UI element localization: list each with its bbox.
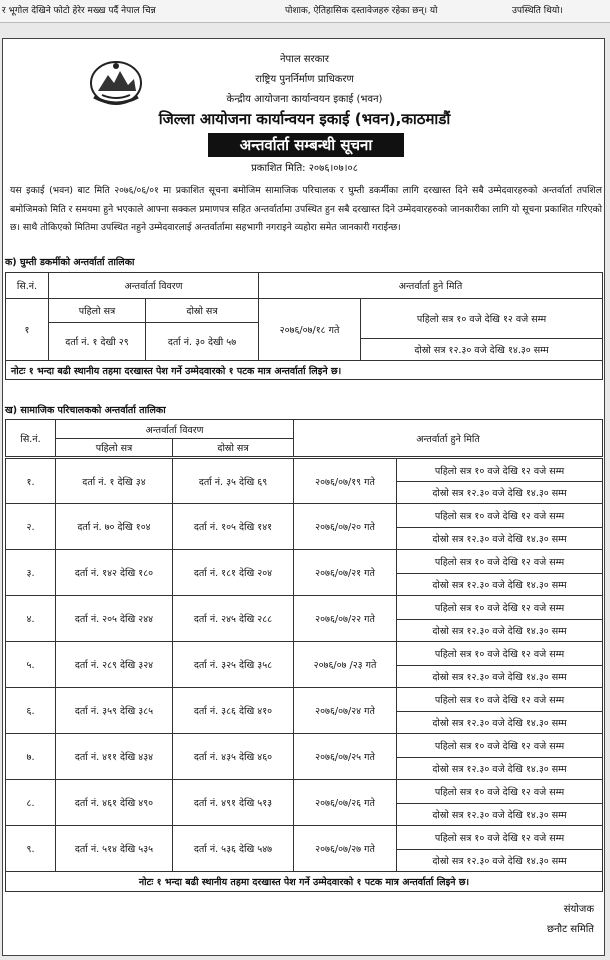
table-cell-sn: ८. [6,780,56,826]
table-row [6,688,603,712]
table-cell-second-range: दर्ता नं. ३८६ देखि ४१० [173,688,294,734]
published-date: प्रकाशित मिति: २०७६।०७।०८ [251,163,358,174]
table-cell-first-range: दर्ता नं. १ देखि ३४ [56,458,173,504]
table-row [6,780,603,804]
col-header-sn: सि.नं. [6,273,49,299]
table-cell-sn: २. [6,504,56,550]
table-cell-date: २०७६/०७/२७ गते [294,826,397,872]
table-cell-time-second: दोस्रो सत्र १२.३० वजे देखि १४.३० सम्म [397,482,603,504]
table-cell-time-first: पहिलो सत्र १० वजे देखि १२ वजे सम्म [397,826,603,850]
social-mobiliser-interview-table [5,419,603,892]
table-cell-time-first: पहिलो सत्र १० वजे देखि १२ वजे सम्म [397,458,603,482]
table-cell-time-second: दोस्रो सत्र १२.३० वजे देखि १४.३० सम्म [397,666,603,688]
strip-text-right: उपस्थिति थियो। [512,6,563,16]
section-b-note: नोटः १ भन्दा बढी स्थानीय तहमा दरखास्त पेश गर्ने उम्मेदवारको १ पटक मात्र अन्तर्वार्ता लिइने छ। [6,872,603,892]
table-cell-second-range: दर्ता नं. ३० देखी ५७ [146,323,259,361]
notice-title: अन्तर्वार्ता सम्बन्धी सूचना [208,133,404,157]
strip-text-left: र भूगोल देखिने फोटो हेरेर मख्ख पर्दै नेपाल चिन्न [2,6,156,16]
table-cell-second-range: दर्ता नं. ५३६ देखि ५४७ [173,826,294,872]
table-cell-sn: ७. [6,734,56,780]
table-cell-time-second: दोस्रो सत्र १२.३० वजे देखि १४.३० सम्म [397,712,603,734]
table-cell-first-range: दर्ता नं. १४२ देखि १८० [56,550,173,596]
notice-body-text: यस इकाई (भवन) बाट मिति २०७६/०६/०१ मा प्रकाशित सूचना बमोजिम सामाजिक परिचालक र घुम्ती डकर्मीका लागि दरखास्त दिने सबै उम्मेदवारहरुको अन्तर्वार्ता तपशिल बमोजिमको मिति र समयमा हुने भएकाले आफ्ना सक्कल प्रमाणपत्र सहित अन्तर्वार्तामा उपस्थित हुन सबै दरखास्त दिने उम्मेदवारहरुको जानकारीका लागि यो सूचना प्रकाशित गरिएको छ। साथै तोकिएको मितिमा उपस्थित नहुने उम्मेदवारलाई अन्तर्वार्तामा सहभागी नगराइने व्यहोरा समेत जानकारी गराईन्छ। [10,185,602,234]
table-cell-time-second: दोस्रो सत्र १२.३० वजे देखि १४.३० सम्म [361,339,603,361]
col-header-date: अन्तर्वार्ता हुने मिति [294,420,603,458]
table-cell-time-second: दोस्रो सत्र १२.३० वजे देखि १४.३० सम्म [397,850,603,872]
table-cell-date: २०७६/०७/१९ गते [294,458,397,504]
table-cell-second-range: दर्ता नं. १०५ देखि १४१ [173,504,294,550]
table-cell-time-second: दोस्रो सत्र १२.३० वजे देखि १४.३० सम्म [397,758,603,780]
table-cell-date: २०७६/०७/१८ गते [259,299,361,361]
table-cell-sn: १. [6,458,56,504]
table-cell-time-second: दोस्रो सत्र १२.३० वजे देखि १४.३० सम्म [397,804,603,826]
table-cell-sn: ५. [6,642,56,688]
section-a-note: नोटः १ भन्दा बढी स्थानीय तहमा दरखास्त पेश गर्ने उम्मेदवारको १ पटक मात्र अन्तर्वार्ता लिइने छ। [6,361,603,380]
table-cell-time-second: दोस्रो सत्र १२.३० वजे देखि १४.३० सम्म [397,620,603,642]
table-cell-sn: ९. [6,826,56,872]
district-unit-name: जिल्ला आयोजना कार्यान्वयन इकाई (भवन),काठमाडौं [158,110,451,128]
table-row [6,642,603,666]
table-cell-time-second: दोस्रो सत्र १२.३० वजे देखि १४.३० सम्म [397,574,603,596]
table-cell-first-range: दर्ता नं. १ देखी २९ [49,323,146,361]
table-row [6,596,603,620]
table-cell-second-range: दर्ता नं. ४३५ देखि ४६० [173,734,294,780]
table-cell-time-first: पहिलो सत्र १० वजे देखि १२ वजे सम्म [397,504,603,528]
table-row [6,504,603,528]
mason-interview-table [5,272,603,380]
table-row [6,550,603,574]
table-cell-date: २०७६/०७/२५ गते [294,734,397,780]
previous-article-strip [0,0,610,23]
table-cell-first-range: दर्ता नं. २०५ देखि २४४ [56,596,173,642]
central-unit-name: केन्द्रीय आयोजना कार्यान्वयन इकाई (भवन) [226,94,383,105]
table-cell-time-first: पहिलो सत्र १० वजे देखि १२ वजे सम्म [397,734,603,758]
table-cell-first-range: दर्ता नं. ४६१ देखि ४९० [56,780,173,826]
table-cell-first-range: दर्ता नं. ३५९ देखि ३८५ [56,688,173,734]
table-cell-time-first: पहिलो सत्र १० वजे देखि १२ वजे सम्म [397,688,603,712]
table-cell-first-range: दर्ता नं. ४११ देखि ४३४ [56,734,173,780]
table-cell-second-range: दर्ता नं. २४५ देखि २८८ [173,596,294,642]
table-cell-second-range: दर्ता नं. ४९१ देखि ५१३ [173,780,294,826]
table-cell-first-range: दर्ता नं. २८९ देखि ३२४ [56,642,173,688]
table-note-row [6,872,603,892]
col-header-details: अन्तर्वार्ता विवरण [49,273,259,299]
table-cell-sn: ४. [6,596,56,642]
table-cell-second-range: दर्ता नं. १८१ देखि २०४ [173,550,294,596]
table-cell-date: २०७६/०७ /२३ गते [294,642,397,688]
col-header-date: अन्तर्वार्ता हुने मिति [259,273,603,299]
table-cell-date: २०७६/०७/२४ गते [294,688,397,734]
table-row [6,826,603,850]
table-cell-date: २०७६/०७/२२ गते [294,596,397,642]
col-header-details: अन्तर्वार्ता विवरण [56,420,294,439]
table-cell-time-first: पहिलो सत्र १० वजे देखि १२ वजे सम्म [397,642,603,666]
signature-title: संयोजक [563,904,594,915]
signature-committee: छनौट समिति [547,924,594,935]
table-cell-first-range: दर्ता नं. ५१४ देखि ५३५ [56,826,173,872]
table-cell-date: २०७६/०७/२१ गते [294,550,397,596]
table-cell-time-first: पहिलो सत्र १० वजे देखि १२ वजे सम्म [397,780,603,804]
section-a-heading: क) घुम्ती डकर्मीको अन्तर्वार्ता तालिका [5,257,135,268]
table-cell-time-first: पहिलो सत्र १० वजे देखि १२ वजे सम्म [397,550,603,574]
table-cell-date: २०७६/०७/२० गते [294,504,397,550]
table-row [6,734,603,758]
table-cell-second-range: दर्ता नं. ३५ देखि ६९ [173,458,294,504]
table-cell-sn: ६. [6,688,56,734]
table-cell-sn: ३. [6,550,56,596]
table-cell-time-first: पहिलो सत्र १० वजे देखि १२ वजे सम्म [397,596,603,620]
sub-header-second-session: दोस्रो सत्र [173,439,294,458]
strip-text-middle: पोशाक, ऐतिहासिक दस्तावेजहरु रहेका छन्। यो [285,6,438,16]
sub-header-first-session: पहिलो सत्र [49,299,146,323]
table-cell-sn: १ [6,299,49,361]
section-b-heading: ख) सामाजिक परिचालकको अन्तर्वार्ता तालिका [5,405,166,416]
table-row [6,458,603,482]
col-header-sn: सि.नं. [6,420,56,458]
table-cell-time-first: पहिलो सत्र १० वजे देखि १२ वजे सम्म [361,299,603,339]
table-cell-date: २०७६/०७/२६ गते [294,780,397,826]
table-cell-second-range: दर्ता नं. ३२५ देखि ३५८ [173,642,294,688]
authority-name: राष्ट्रिय पुनर्निर्माण प्राधिकरण [255,74,354,85]
government-name: नेपाल सरकार [280,54,329,65]
sub-header-second-session: दोस्रो सत्र [146,299,259,323]
table-cell-time-second: दोस्रो सत्र १२.३० वजे देखि १४.३० सम्म [397,528,603,550]
interview-notice [2,38,605,956]
table-cell-first-range: दर्ता नं. ७० देखि १०४ [56,504,173,550]
sub-header-first-session: पहिलो सत्र [56,439,173,458]
